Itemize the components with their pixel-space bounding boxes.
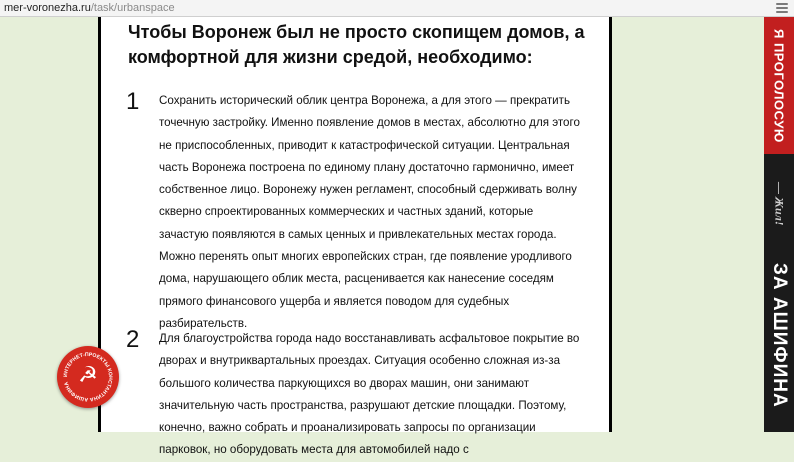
badge-ring-label: ИНТЕРНЕТ-ПРОЕКТЫ КОНСТАНТИНА АШИФИНА (62, 351, 114, 403)
article-heading: Чтобы Воронеж был не просто скопищем домов, а комфортной для жизни средой, необходимо: (128, 22, 585, 67)
item-number: 2 (126, 326, 140, 353)
side-banner[interactable] (764, 17, 794, 432)
url-path: /task/urbanspace (90, 2, 175, 14)
projects-badge[interactable] (57, 346, 119, 408)
side-banner-middle-text: — Жил! (772, 182, 787, 226)
url-text[interactable] (4, 1, 175, 15)
url-host: mer-voronezha.ru (4, 2, 91, 14)
item-number: 1 (126, 88, 140, 115)
hamburger-menu-icon[interactable] (776, 2, 788, 14)
item-text: Для благоустройства города надо восстанавливать асфальтовое покрытие во дворах и внутриквартальных проездах. Ситуация особенно сложная из-за большого количества паркующихся во дворах машин, они занимают значительную часть пространства, разрушают детские площадки. Поэтому, конечно, важно собрать и проанализировать запросы по организации парковок, но оборудовать места для автомобилей надо с (159, 332, 580, 457)
hammer-sickle-icon: ☭ (78, 362, 98, 387)
browser-address-bar[interactable] (0, 0, 794, 17)
article-content (98, 17, 612, 457)
side-banner-bottom-text: ЗА АШИФИНА (769, 263, 790, 408)
item-text: Сохранить исторический облик центра Воронежа, а для этого — прекратить точечную застройку. Именно появление домов в местах, абсолютно для этого не приспособленных, приводит к катастрофической ситуации. Центральная часть Воронежа построена по единому плану достаточно гармонично, имеет собственное лицо. Воронежу нужен регламент, способный сдерживать волну скверно спроектированных коммерческих и частных зданий, которые зачастую появляются в самых ценных и привлекательных местах города. Можно перенять опыт многих европейских стран, где появление уродливого дома, нарушающего облик места, расценивается как нанесение соседям прямого финансового ущерба и является поводом для судебных разбирательств. (159, 94, 580, 330)
side-banner-top-text: Я ПРОГОЛОСУЮ (771, 28, 787, 143)
